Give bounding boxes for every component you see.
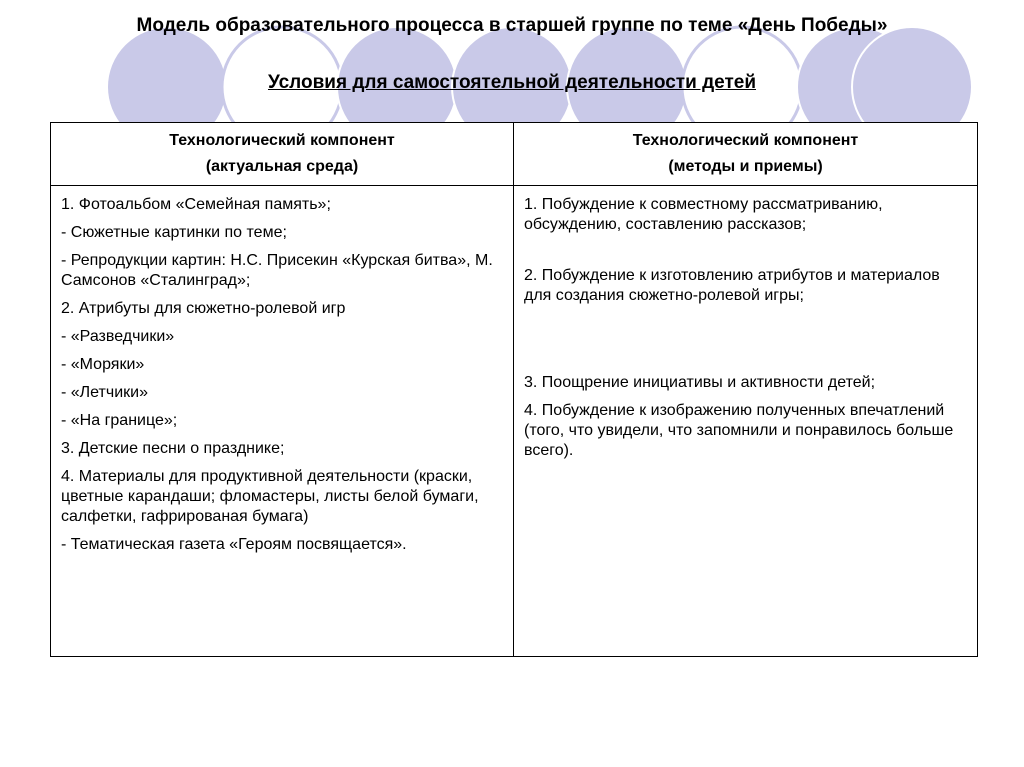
list-item: 2. Побуждение к изготовлению атрибутов и материалов для создания сюжетно-ролевой игры;	[524, 267, 940, 304]
header-subtitle: (методы и приемы)	[668, 158, 823, 175]
list-item: 3. Детские песни о празднике;	[61, 440, 285, 457]
table-header-row	[51, 123, 978, 186]
list-item: 1. Побуждение к совместному рассматриванию, обсуждению, составлению рассказов;	[524, 196, 883, 233]
table-body-row	[51, 186, 978, 657]
slide-title: Модель образовательного процесса в старшей группе по теме «День Победы»	[136, 15, 888, 36]
list-item: 4. Побуждение к изображению полученных впечатлений (того, что увидели, что запомнили и понравилось больше всего).	[524, 402, 954, 459]
list-item: - Репродукции картин: Н.С. Присекин «Курская битва», М. Самсонов «Сталинград»;	[61, 252, 493, 289]
conditions-table	[50, 122, 978, 657]
list-item: - «Разведчики»	[61, 328, 175, 345]
list-item: - «Моряки»	[61, 356, 145, 373]
header-cell-methods	[514, 123, 978, 186]
list-item: 2. Атрибуты для сюжетно-ролевой игр	[61, 300, 346, 317]
methods-cell	[514, 186, 978, 657]
header-subtitle: (актуальная среда)	[205, 158, 359, 175]
header-cell-environment	[51, 123, 514, 186]
list-item: - «На границе»;	[61, 412, 178, 429]
list-item: - «Летчики»	[61, 384, 148, 401]
list-item: 4. Материалы для продуктивной деятельности (краски, цветные карандаши; фломастеры, листы белой бумаги, салфетки, гафрированая бумага)	[61, 468, 479, 525]
list-item: - Сюжетные картинки по теме;	[61, 224, 287, 241]
list-item: - Тематическая газета «Героям посвящается».	[61, 536, 407, 553]
slide-subtitle: Условия для самостоятельной деятельности детей	[267, 72, 757, 93]
header-title: Технологический компонент	[632, 132, 859, 149]
list-item: 3. Поощрение инициативы и активности детей;	[524, 374, 876, 391]
list-item: 1. Фотоальбом «Семейная память»;	[61, 196, 331, 213]
environment-cell	[51, 186, 514, 657]
header-title: Технологический компонент	[169, 132, 395, 149]
